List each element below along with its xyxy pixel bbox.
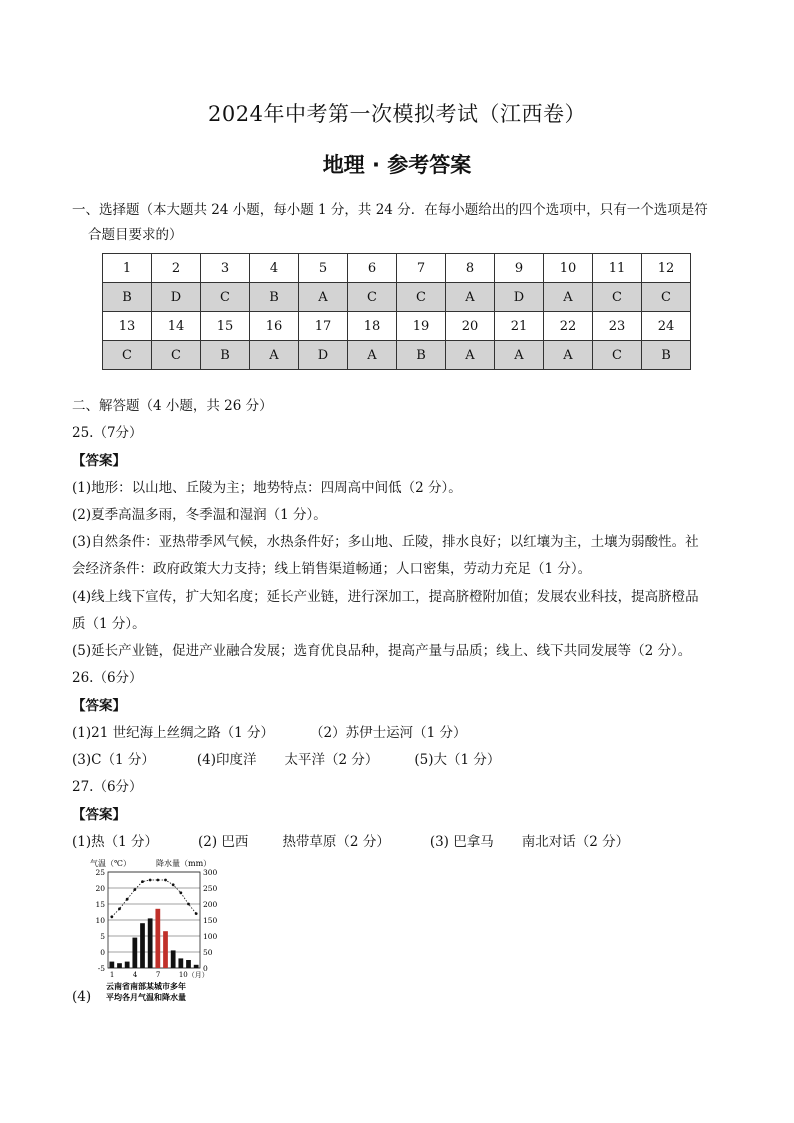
climate-chart: [88, 856, 228, 1006]
month-tick-label: 7: [155, 971, 161, 979]
precip-tick-label: 250: [203, 884, 218, 893]
q25-line1: (1)地形：以山地、丘陵为主；地势特点：四周高中间低（2 分）。: [72, 480, 462, 496]
temp-point: [126, 898, 129, 901]
answer-cell: B: [103, 283, 152, 312]
question-number-cell: 2: [152, 254, 201, 283]
q27-answer3: (3) 巴拿马: [429, 834, 494, 850]
question-number-cell: 14: [152, 312, 201, 341]
temp-line: [112, 880, 196, 917]
precip-tick-label: 300: [203, 868, 218, 877]
question-number-cell: 7: [397, 254, 446, 283]
question-number-cell: 10: [544, 254, 593, 283]
precip-axis-label: 降水量（mm）: [156, 859, 212, 868]
question-number-cell: 22: [544, 312, 593, 341]
q27-answer-tag: 【答案】: [72, 807, 126, 823]
q26-line1: [72, 724, 466, 742]
answer-cell: A: [348, 341, 397, 370]
temp-tick-label: 0: [100, 948, 105, 957]
temp-point: [179, 891, 182, 894]
question-number-cell: 8: [446, 254, 495, 283]
q25-line2: (2)夏季高温多雨，冬季温和湿润（1 分）。: [72, 507, 327, 523]
precip-bar: [125, 962, 130, 968]
q27-answer3b: 南北对话（2 分）: [521, 834, 630, 850]
question-number-cell: 18: [348, 312, 397, 341]
page-title: 2024年中考第一次模拟考试（江西卷）: [208, 102, 586, 126]
month-tick-label: 10（月）: [178, 971, 209, 979]
q26-label: 26.（6分）: [72, 670, 143, 686]
temp-point: [118, 907, 121, 910]
temp-point: [141, 880, 144, 883]
question-number-cell: 9: [495, 254, 544, 283]
q27-answer2b: 热带草原（2 分）: [282, 834, 390, 850]
temp-tick-label: 5: [100, 932, 105, 941]
question-number-cell: 16: [250, 312, 299, 341]
q26-answer4: (4)印度洋: [196, 752, 257, 768]
q25-line5: (5)延长产业链，促进产业融合发展；选育优良品种，提高产量与品质；线上、线下共同发展等（2 分）。: [72, 643, 692, 659]
section2-heading: 二、解答题（4 小题，共 26 分）: [72, 398, 273, 414]
answer-cell: D: [299, 341, 348, 370]
temp-point: [164, 879, 167, 882]
answer-cell: C: [593, 283, 642, 312]
temp-point: [172, 883, 175, 886]
temp-point: [156, 879, 159, 882]
section1-heading-text: 一、选择题（本大题共 24 小题，每小题 1 分，共 24 分．在每小题给出的四个选项中，只有一个选项是符: [72, 202, 708, 218]
page-subtitle: 地理 · 参考答案: [322, 153, 472, 177]
precip-bar: [148, 918, 153, 968]
q27-answer2: (2) 巴西: [198, 834, 249, 850]
q26-answer-tag: 【答案】: [72, 698, 126, 714]
precip-tick-label: 100: [203, 932, 218, 941]
q26-answer4b: 太平洋（2 分）: [284, 752, 379, 768]
section1-heading-cont: 合题目要求的）: [88, 227, 183, 243]
question-number-cell: 17: [299, 312, 348, 341]
temp-axis-label: 气温（℃）: [90, 859, 131, 868]
precip-bar: [109, 962, 114, 968]
precip-bar: [117, 963, 122, 968]
answer-cell: D: [152, 283, 201, 312]
q26-line2: [72, 751, 500, 769]
answer-cell: C: [397, 283, 446, 312]
question-number-cell: 20: [446, 312, 495, 341]
precip-tick-label: 200: [203, 900, 218, 909]
chart-caption-line2: 平均各月气温和降水量: [106, 992, 186, 1002]
q25-line4a: (4)线上线下宣传，扩大知名度；延长产业链，进行深加工，提高脐橙附加值；发展农业科技，提高脐橙品: [72, 589, 699, 605]
answer-row: [103, 341, 691, 370]
month-tick-label: 1: [109, 971, 115, 979]
q25-line3a: (3)自然条件：亚热带季风气候，水热条件好；多山地、丘陵，排水良好；以红壤为主，土壤为弱酸性。社: [72, 534, 699, 550]
q27-answer4-label: (4): [72, 989, 92, 1005]
temp-point: [195, 912, 198, 915]
q25-line3b: 会经济条件：政府政策大力支持；线上销售渠道畅通；人口密集，劳动力充足（1 分）。: [72, 561, 592, 577]
q25-label: 25.（7分）: [72, 425, 143, 441]
answer-cell: C: [103, 341, 152, 370]
question-number-cell: 15: [201, 312, 250, 341]
answer-cell: B: [250, 283, 299, 312]
q26-answer2: （2）苏伊士运河（1 分）: [309, 725, 467, 741]
q27-line1: [72, 833, 629, 851]
answer-cell: B: [397, 341, 446, 370]
temp-tick-label: 10: [95, 916, 105, 925]
precip-bar: [140, 923, 145, 968]
answer-cell: B: [201, 341, 250, 370]
q26-answer3: (3)C（1 分）: [72, 752, 155, 768]
answer-cell: D: [495, 283, 544, 312]
precip-bar: [155, 909, 160, 968]
question-number-cell: 3: [201, 254, 250, 283]
temp-point: [133, 888, 136, 891]
answer-cell: A: [544, 341, 593, 370]
question-number-cell: 6: [348, 254, 397, 283]
question-number-cell: 23: [593, 312, 642, 341]
month-tick-label: 4: [132, 971, 138, 979]
answer-cell: A: [544, 283, 593, 312]
temp-tick-label: 25: [95, 868, 105, 877]
answer-cell: A: [495, 341, 544, 370]
temp-point: [110, 915, 113, 918]
question-number-cell: 11: [593, 254, 642, 283]
q25-answer-tag: 【答案】: [72, 453, 126, 469]
question-number-cell: 21: [495, 312, 544, 341]
precip-bar: [171, 950, 176, 968]
question-number-row: [103, 254, 691, 283]
answer-cell: B: [642, 341, 691, 370]
section1-heading: [72, 201, 708, 219]
question-number-cell: 4: [250, 254, 299, 283]
answer-cell: C: [593, 341, 642, 370]
question-number-cell: 24: [642, 312, 691, 341]
question-number-cell: 5: [299, 254, 348, 283]
precip-bar: [132, 938, 137, 968]
temp-point: [187, 903, 190, 906]
precip-bar: [163, 931, 168, 968]
question-number-cell: 12: [642, 254, 691, 283]
question-number-cell: 13: [103, 312, 152, 341]
temp-tick-label: -5: [97, 964, 105, 973]
question-number-cell: 19: [397, 312, 446, 341]
question-number-row: [103, 312, 691, 341]
temp-tick-label: 20: [95, 884, 105, 893]
temp-point: [149, 879, 152, 882]
answer-table: [102, 253, 691, 370]
answer-row: [103, 283, 691, 312]
answer-cell: C: [152, 341, 201, 370]
precip-bar: [194, 965, 199, 968]
chart-caption-line1: 云南省南部某城市多年: [106, 981, 186, 991]
answer-cell: C: [642, 283, 691, 312]
q26-answer1: (1)21 世纪海上丝绸之路（1 分）: [72, 725, 274, 741]
q27-answer1: (1)热（1 分）: [72, 834, 159, 850]
answer-cell: A: [299, 283, 348, 312]
q25-line4b: 质（1 分）。: [72, 616, 146, 632]
precip-tick-label: 150: [203, 916, 218, 925]
precip-tick-label: 0: [203, 964, 208, 973]
answer-cell: A: [250, 341, 299, 370]
answer-cell: A: [446, 283, 495, 312]
q26-answer5: (5)大（1 分）: [414, 752, 501, 768]
temp-tick-label: 15: [95, 900, 105, 909]
precip-tick-label: 50: [203, 948, 213, 957]
precip-bar: [186, 960, 191, 968]
answer-cell: C: [201, 283, 250, 312]
precip-bar: [178, 958, 183, 968]
q27-label: 27.（6分）: [72, 779, 143, 795]
question-number-cell: 1: [103, 254, 152, 283]
answer-cell: C: [348, 283, 397, 312]
answer-cell: A: [446, 341, 495, 370]
